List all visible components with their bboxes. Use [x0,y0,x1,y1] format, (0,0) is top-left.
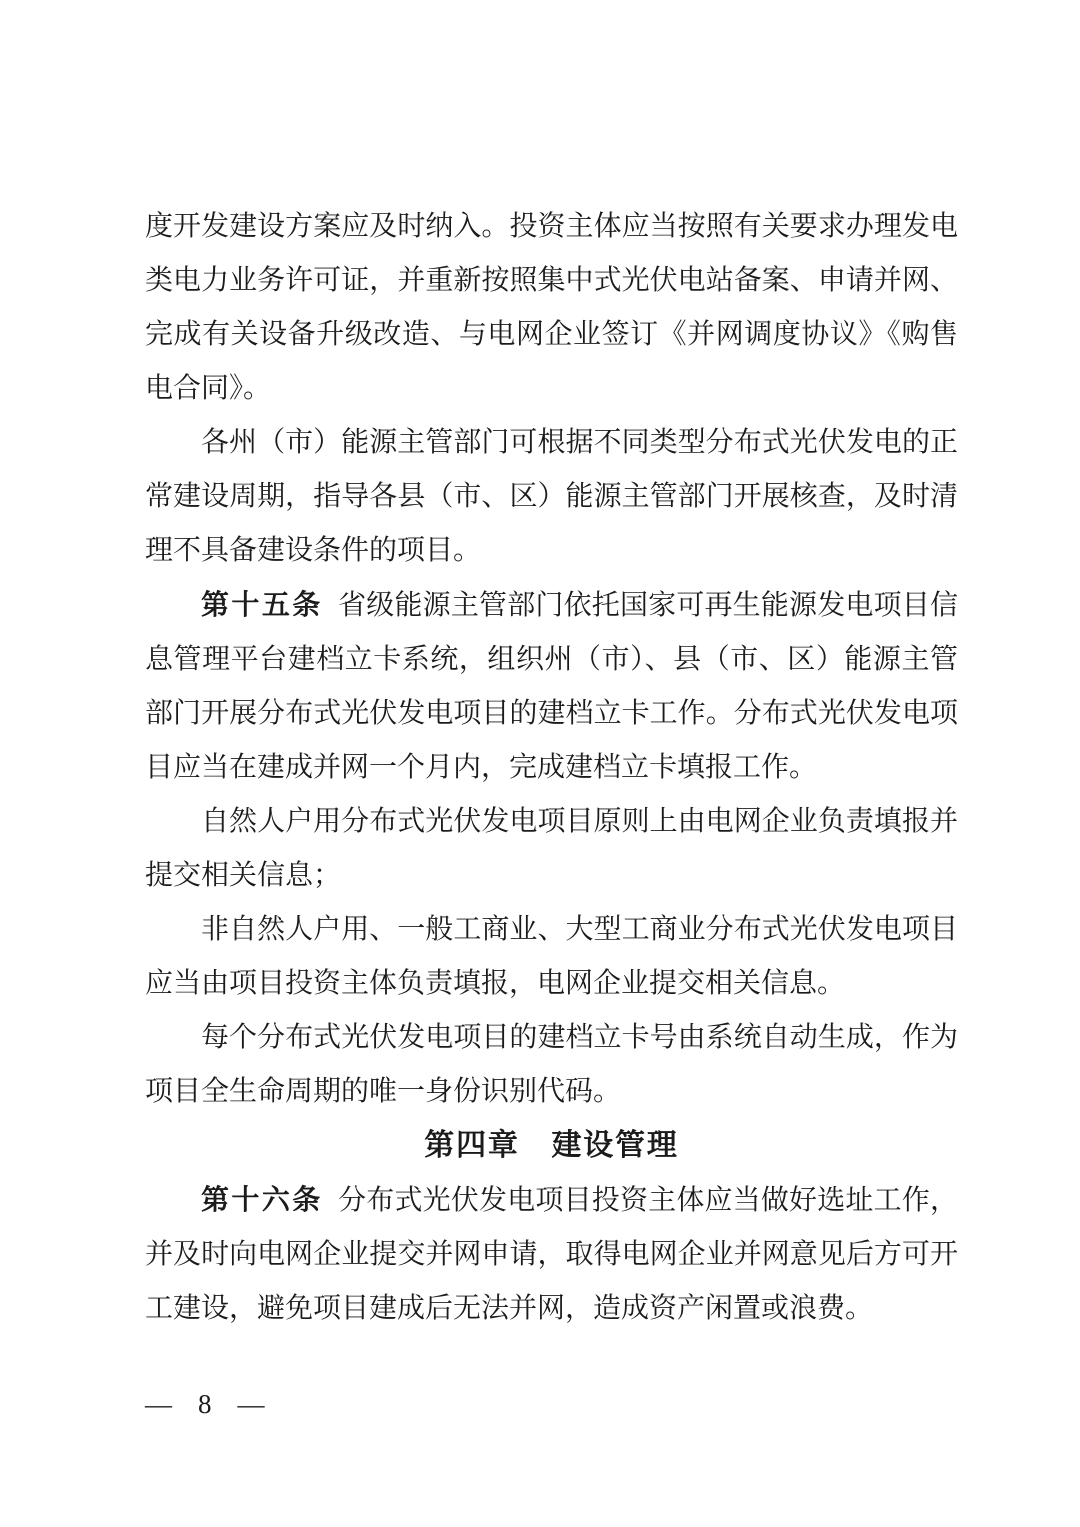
paragraph [145,578,958,795]
paragraph [145,903,958,1011]
chapter-heading: 第四章 建设管理 [424,1129,679,1162]
paragraph-continuation [145,200,958,416]
document-body [145,200,958,1336]
page-number: 8 [198,1389,212,1419]
footer-right-dash: — [237,1389,265,1419]
paragraph-text: 非自然人户用、一般工商业、大型工商业分布式光伏发电项目应当由项目投资主体负责填报，电网企业提交相关信息。 [145,914,958,999]
page-footer [145,1384,265,1424]
paragraph-text: 各州（市）能源主管部门可根据不同类型分布式光伏发电的正常建设周期，指导各县（市、区）能源主管部门开展核查，及时清理不具备建设条件的项目。 [145,427,958,566]
paragraph [145,795,958,903]
paragraph-text: 度开发建设方案应及时纳入。投资主体应当按照有关要求办理发电类电力业务许可证，并重新按照集中式光伏电站备案、申请并网、完成有关设备升级改造、与电网企业签订《并网调度协议》《购售电合同》。 [145,211,958,404]
article-number: 第十六条 [201,1184,323,1215]
paragraph-text: 每个分布式光伏发电项目的建档立卡号由系统自动生成，作为项目全生命周期的唯一身份识别代码。 [145,1022,958,1107]
article-number: 第十五条 [201,589,323,620]
paragraph [145,416,958,578]
paragraph-text: 自然人户用分布式光伏发电项目原则上由电网企业负责填报并提交相关信息； [145,806,958,891]
paragraph [145,1011,958,1119]
footer-left-dash: — [145,1389,172,1419]
paragraph-text: 省级能源主管部门依托国家可再生能源发电项目信息管理平台建档立卡系统，组织州（市）、县（市、区）能源主管部门开展分布式光伏发电项目的建档立卡工作。分布式光伏发电项目应当在建成并网一个月内，完成建档立卡填报工作。 [145,590,958,783]
paragraph [145,1173,958,1336]
paragraph-text: 分布式光伏发电项目投资主体应当做好选址工作，并及时向电网企业提交并网申请，取得电网企业并网意见后方可开工建设，避免项目建成后无法并网，造成资产闲置或浪费。 [145,1185,958,1324]
